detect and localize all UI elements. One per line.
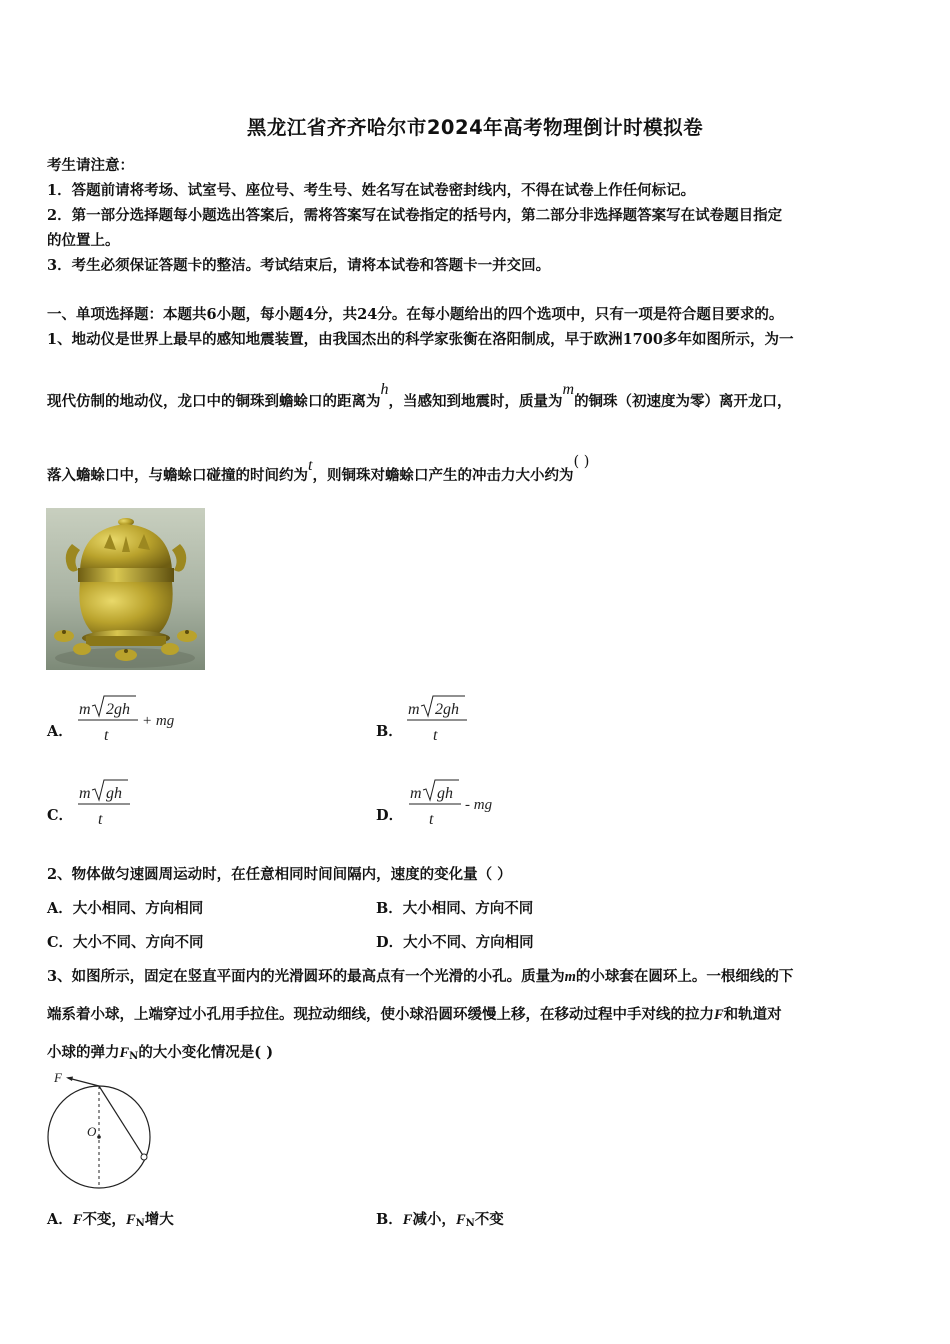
arrow-head xyxy=(66,1077,73,1082)
symbol-FN: F xyxy=(125,1212,136,1228)
symbol-m: m xyxy=(562,381,575,398)
q1-text: 落入蟾蜍口中，与蟾蜍口碰撞的时间约为 xyxy=(47,467,308,484)
symbol-FN: F xyxy=(455,1212,466,1228)
notice-item: 2．第一部分选择题每小题选出答案后，需将答案写在试卷指定的括号内，第二部分非选择题答案写在试卷题目指定 xyxy=(47,207,783,224)
section-heading: 一、单项选择题：本题共6小题，每小题4分，共24分。在每小题给出的四个选项中，只有一项是符合题目要求的。 xyxy=(47,306,784,323)
q3-text: 和轨道对 xyxy=(723,1006,782,1023)
q1-text: 现代仿制的地动仪，龙口中的铜珠到蟾蜍口的距离为 xyxy=(47,393,381,410)
q1-text: 的铜珠（初速度为零）离开龙口， xyxy=(574,393,792,410)
formula-suffix: - mg xyxy=(465,797,493,813)
option-label: A． xyxy=(47,1211,73,1228)
notice-heading: 考生请注意： xyxy=(47,157,134,174)
option-text: 减小， xyxy=(412,1211,456,1228)
symbol-FN-subscript: N xyxy=(129,1051,139,1062)
q3-text: 端系着小球，上端穿过小孔用手拉住。现拉动细线，使小球沿圆环缓慢上移，在移动过程中手对线的拉力 xyxy=(47,1006,714,1023)
label-O: O xyxy=(87,1124,97,1139)
q2-option-d[interactable]: D．大小不同、方向相同 xyxy=(376,934,534,951)
small-ball xyxy=(141,1154,147,1160)
formula-suffix: + mg xyxy=(142,713,175,729)
q1-option-a-label[interactable]: A． xyxy=(47,723,73,740)
option-text: 不变， xyxy=(82,1211,126,1228)
q2-option-b[interactable]: B．大小相同、方向不同 xyxy=(376,900,534,917)
option-text: 不变 xyxy=(474,1211,504,1228)
q2-option-c[interactable]: C．大小不同、方向不同 xyxy=(47,934,204,951)
q3-text: 3、如图所示，固定在竖直平面内的光滑圆环的最高点有一个光滑的小孔。质量为 xyxy=(47,968,565,985)
notice-item: 的位置上。 xyxy=(47,232,120,249)
ring-diagram xyxy=(44,1070,156,1182)
q3-option-a[interactable] xyxy=(47,1208,174,1229)
q1-option-d-label[interactable]: D． xyxy=(376,807,404,824)
force-arrow xyxy=(68,1078,99,1086)
q1-stem-line xyxy=(47,381,792,411)
q3-stem-line xyxy=(47,1003,782,1024)
q3-option-b[interactable] xyxy=(376,1208,504,1229)
formula-denominator: t xyxy=(104,727,109,744)
formula-denominator: t xyxy=(433,727,438,744)
option-label: B． xyxy=(376,1211,403,1228)
q3-stem-line xyxy=(47,1041,273,1062)
formula-denominator: t xyxy=(429,811,434,828)
option-text: 增大 xyxy=(144,1211,174,1228)
formula-radicand: gh xyxy=(106,785,122,802)
formula-denominator: t xyxy=(98,811,103,828)
q1-stem-line xyxy=(47,454,590,485)
q2-stem: 2、物体做匀速圆周运动时，在任意相同时间间隔内，速度的变化量（ ） xyxy=(47,866,512,883)
answer-paren: ( ) xyxy=(573,454,590,470)
symbol-FN: F xyxy=(119,1045,130,1061)
symbol-h: h xyxy=(380,381,389,398)
symbol-t: t xyxy=(308,457,313,474)
q1-text: ，则铜珠对蟾蜍口产生的冲击力大小约为 xyxy=(312,467,574,484)
symbol-F: F xyxy=(72,1212,83,1228)
q1-option-d-formula[interactable] xyxy=(407,778,517,830)
symbol-F: F xyxy=(402,1212,413,1228)
symbol-FN-subscript: N xyxy=(135,1218,145,1229)
center-point xyxy=(97,1135,101,1139)
formula-radicand: gh xyxy=(437,785,453,802)
string-line xyxy=(99,1086,144,1157)
notice-item: 3．考生必须保证答题卡的整洁。考试结束后，请将本试卷和答题卡一并交回。 xyxy=(47,257,551,274)
q3-text: 的大小变化情况是( ) xyxy=(138,1044,274,1061)
q1-option-b-label[interactable]: B． xyxy=(376,723,403,740)
notice-item: 1．答题前请将考场、试室号、座位号、考生号、姓名写在试卷密封线内，不得在试卷上作任何标记。 xyxy=(47,182,696,199)
q3-text: 小球的弹力 xyxy=(47,1044,120,1061)
q1-option-a-formula[interactable] xyxy=(76,694,196,746)
label-F: F xyxy=(54,1070,62,1085)
q1-option-c-label[interactable]: C． xyxy=(47,807,74,824)
page-title: 黑龙江省齐齐哈尔市2024年高考物理倒计时模拟卷 xyxy=(246,116,704,139)
symbol-FN-subscript: N xyxy=(465,1218,475,1229)
q1-option-b-formula[interactable] xyxy=(405,694,485,746)
formula-radicand: 2gh xyxy=(106,701,130,718)
formula-m: m xyxy=(408,701,420,718)
formula-m: m xyxy=(410,785,422,802)
symbol-m: m xyxy=(564,969,576,985)
q3-text: 的小球套在圆环上。一根细线的下 xyxy=(575,968,794,985)
symbol-F: F xyxy=(714,1007,724,1023)
q1-stem-line: 1、地动仪是世界上最早的感知地震装置，由我国杰出的科学家张衡在洛阳制成，早于欧洲1700多年如图所示，为一 xyxy=(47,331,794,348)
formula-radicand: 2gh xyxy=(435,701,459,718)
q2-option-a[interactable]: A．大小相同、方向相同 xyxy=(47,900,204,917)
q1-option-c-formula[interactable] xyxy=(76,778,156,830)
q3-stem-line xyxy=(47,965,793,986)
formula-m: m xyxy=(79,785,91,802)
q1-text: ，当感知到地震时，质量为 xyxy=(388,393,563,410)
formula-m: m xyxy=(79,701,91,718)
seismograph-image xyxy=(46,508,205,670)
